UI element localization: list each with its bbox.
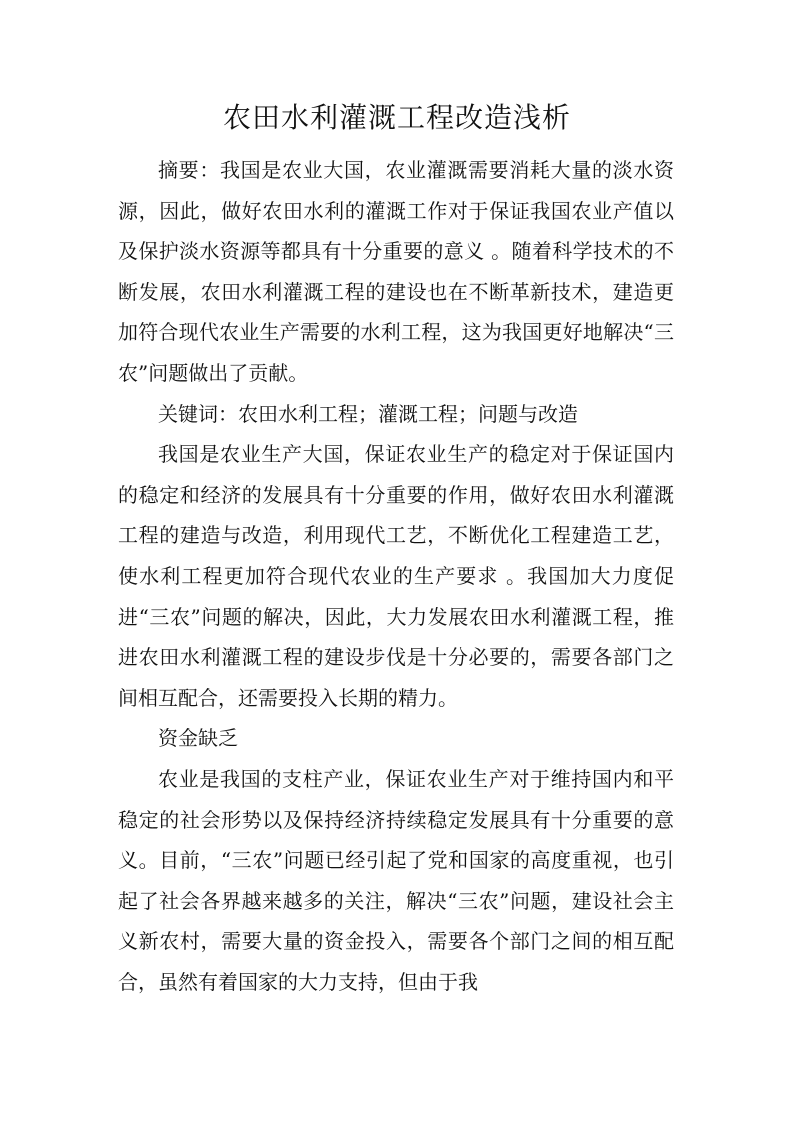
section-heading: 资金缺乏 (158, 726, 238, 751)
document-body (118, 150, 674, 1002)
section-paragraph: 农业是我国的支柱产业，保证农业生产对于维持国内和平稳定的社会形势以及保持经济持续稳定发展具有十分重要的意义。目前，“三农”问题已经引起了党和国家的高度重视，也引起了社会各界越来越多的关注，解决“三农”问题，建设社会主义新农村，需要大量的资金投入，需要各个部门之间的相互配合，虽然有着国家的大力支持，但由于我 (118, 766, 674, 994)
keywords-paragraph: 关键词：农田水利工程；灌溉工程；问题与改造 (158, 401, 578, 426)
intro-paragraph: 我国是农业生产大国，保证农业生产的稳定对于保证国内的稳定和经济的发展具有十分重要的作用，做好农田水利灌溉工程的建造与改造，利用现代工艺，不断优化工程建造工艺，使水利工程更加符合现代农业的生产要求 。我国加大力度促进“三农”问题的解决，因此，大力发展农田水利灌溉工程，推进农田水利灌溉工程的建设步伐是十分必要的，需要各部门之间相互配合，还需要投入长期的精力。 (118, 442, 674, 710)
abstract-paragraph: 摘要：我国是农业大国，农业灌溉需要消耗大量的淡水资源，因此，做好农田水利的灌溉工作对于保证我国农业产值以及保护淡水资源等都具有十分重要的意义 。随着科学技术的不断发展，农田水利灌溉工程的建设也在不断革新技术，建造更加符合现代农业生产需要的水利工程，这为我国更好地解决“三农”问题做出了贡献。 (118, 158, 674, 385)
document-title: 农田水利灌溉工程改造浅析 (222, 101, 571, 134)
